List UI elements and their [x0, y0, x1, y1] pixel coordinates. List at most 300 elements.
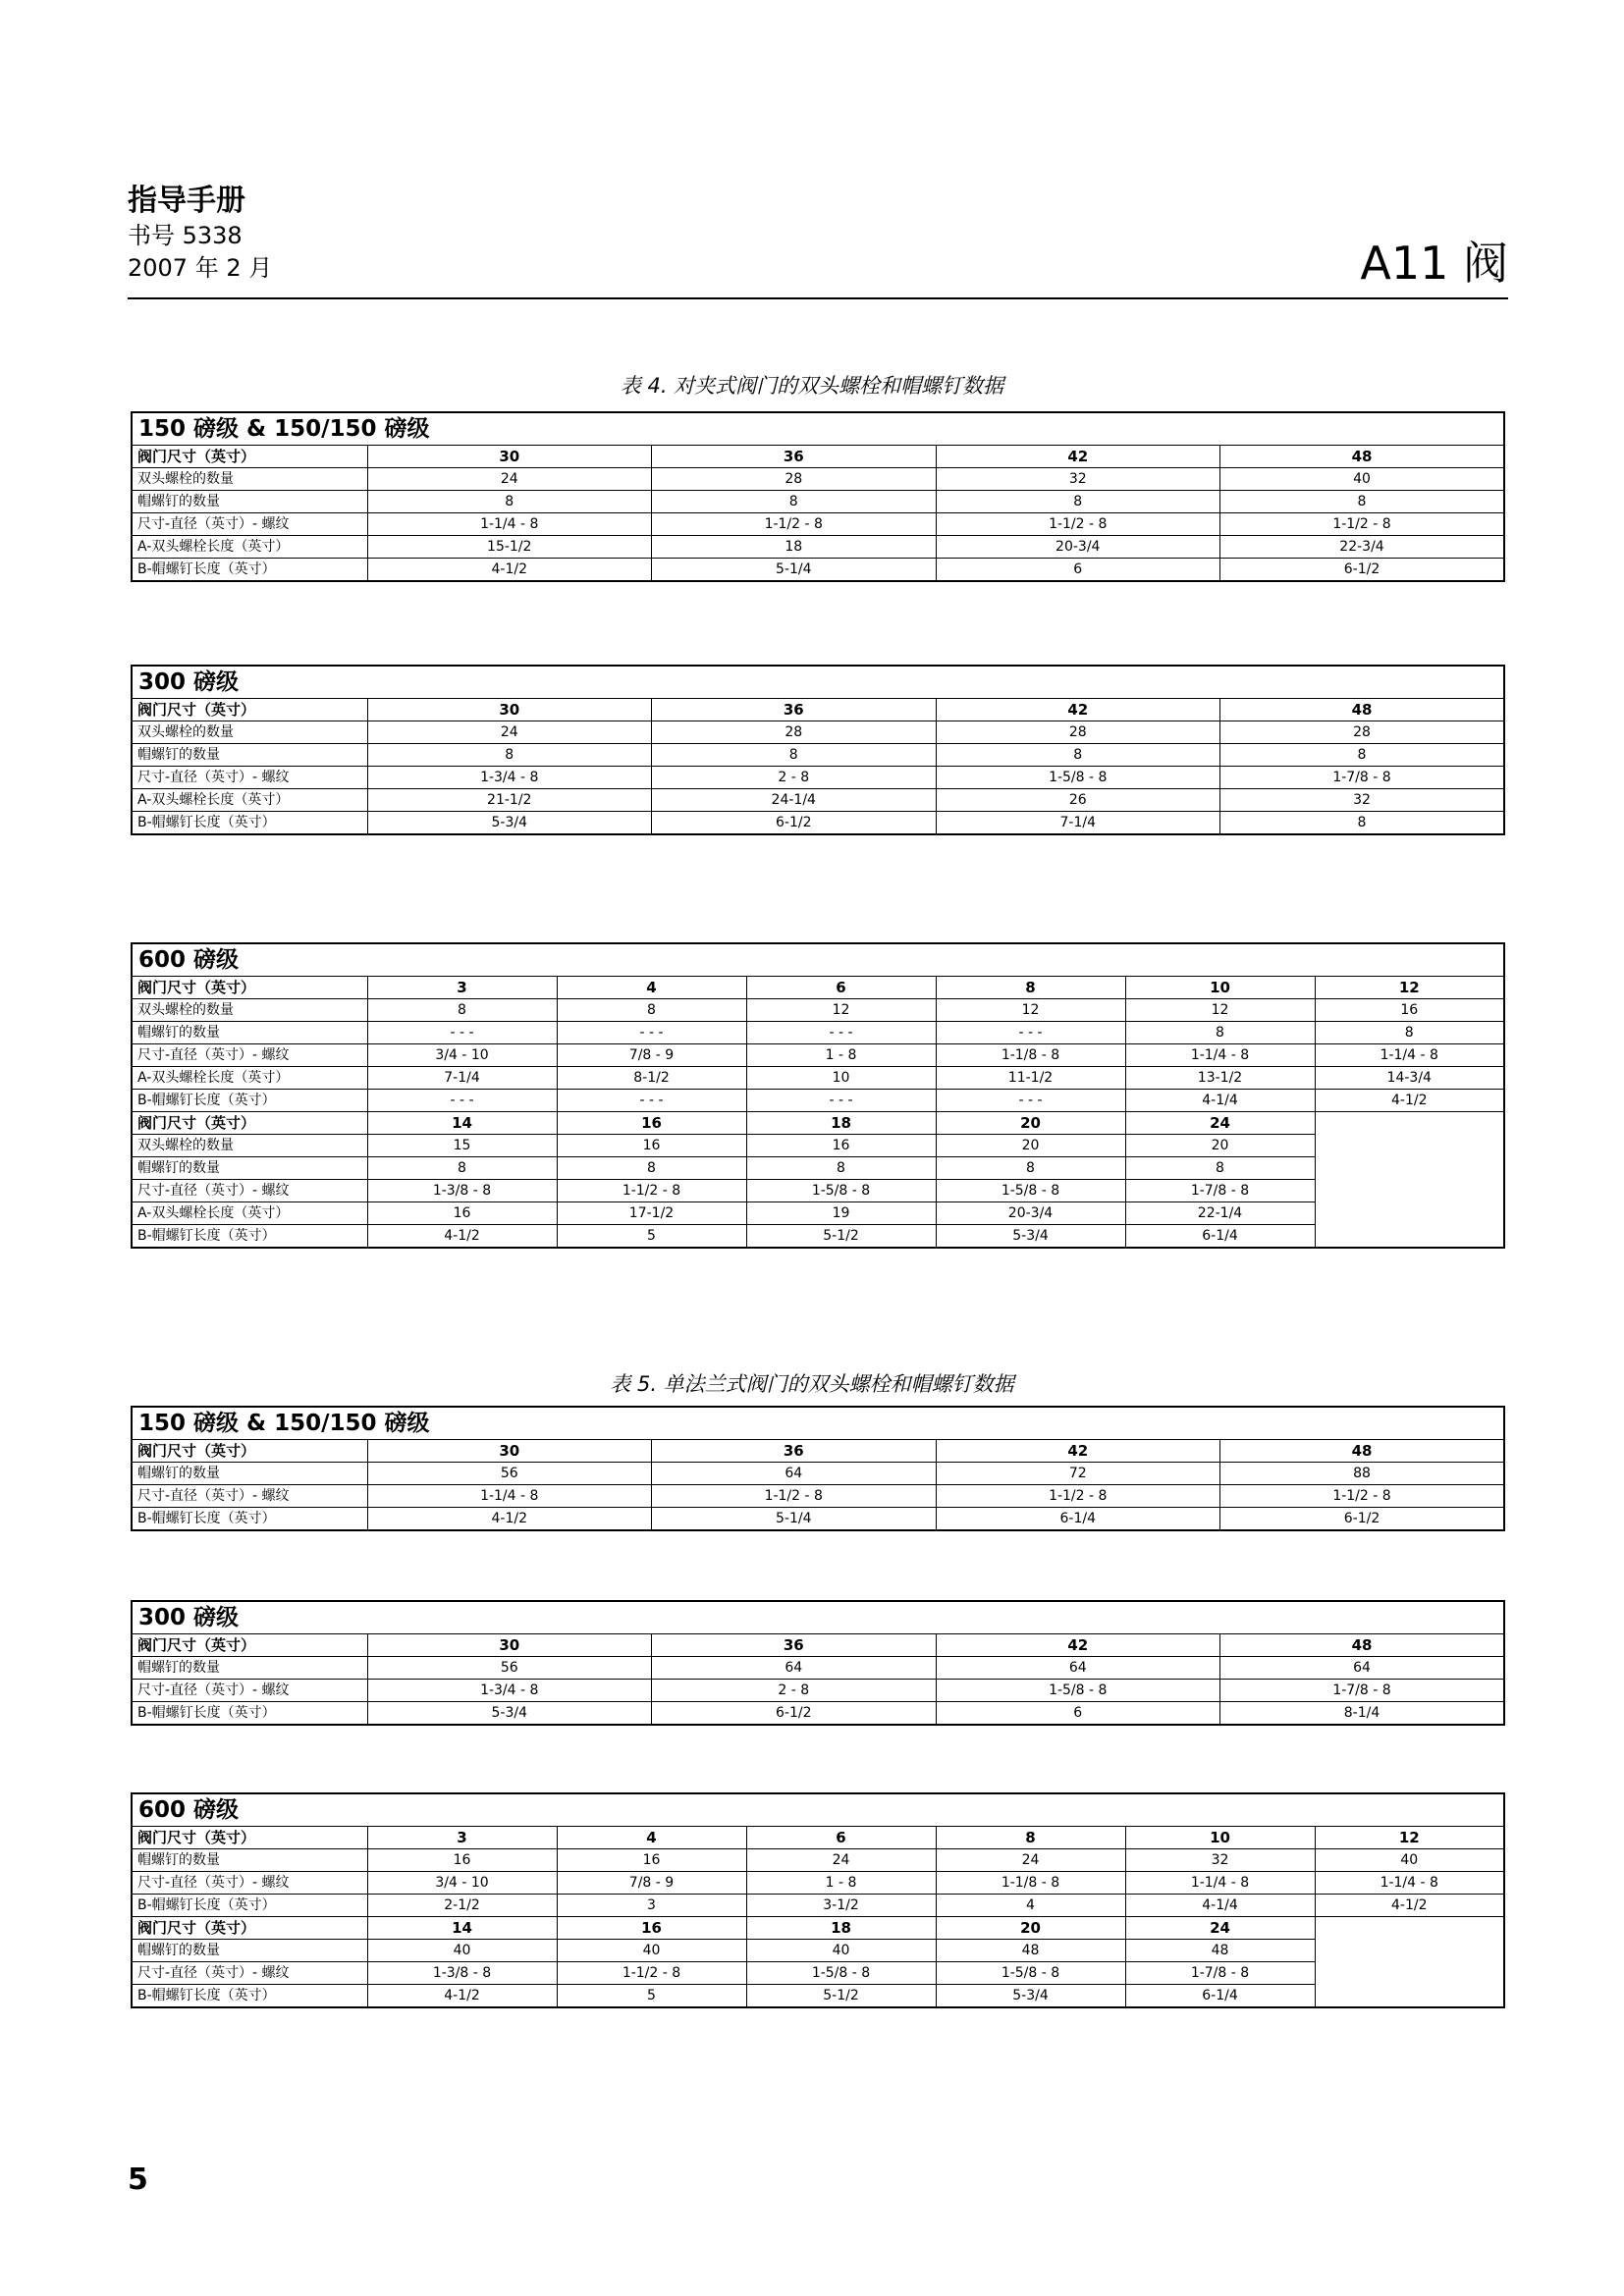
valve-size-cell: 3: [367, 1827, 557, 1849]
value-cell: 4-1/2: [1315, 1895, 1504, 1917]
value-cell: 8: [1125, 1022, 1315, 1044]
value-cell: 1-1/2 - 8: [652, 513, 937, 536]
valve-size-cell: 24: [1125, 1112, 1315, 1135]
product-tag: A11 阀: [1360, 237, 1508, 290]
value-cell: 6-1/2: [1220, 559, 1505, 582]
row-label: B-帽螺钉长度（英寸）: [132, 1225, 367, 1249]
value-cell: 1-7/8 - 8: [1125, 1962, 1315, 1985]
publish-date: 2007 年 2 月: [128, 254, 273, 282]
row-label: 双头螺栓的数量: [132, 1135, 367, 1157]
valve-size-cell: 42: [936, 1634, 1220, 1657]
pressure-class-title: 300 磅级: [132, 1601, 1504, 1634]
value-cell: 8: [746, 1157, 936, 1180]
value-cell: 24: [936, 1849, 1125, 1872]
value-cell: 1-1/8 - 8: [936, 1044, 1125, 1067]
value-cell: - - -: [746, 1090, 936, 1112]
value-cell: 64: [936, 1657, 1220, 1680]
value-cell: 48: [1125, 1940, 1315, 1962]
value-cell: 64: [652, 1657, 937, 1680]
value-cell: 1-7/8 - 8: [1220, 767, 1505, 789]
valve-size-row: [132, 1112, 1504, 1135]
row-label: 帽螺钉的数量: [132, 491, 367, 513]
table-row: [132, 559, 1504, 582]
valve-size-cell: 10: [1125, 977, 1315, 999]
value-cell: 6-1/4: [936, 1508, 1220, 1531]
value-cell: 26: [936, 789, 1220, 812]
table-row: [132, 536, 1504, 559]
valve-size-row: [132, 1917, 1504, 1940]
row-label: 尺寸-直径（英寸）- 螺纹: [132, 1680, 367, 1702]
value-cell: 1-1/4 - 8: [367, 513, 652, 536]
value-cell: 3: [557, 1895, 746, 1917]
table-title-row: [132, 1793, 1504, 1827]
valve-size-row: [132, 446, 1504, 468]
value-cell: 1-1/2 - 8: [652, 1485, 937, 1508]
row-label: 双头螺栓的数量: [132, 721, 367, 744]
value-cell: 4: [936, 1895, 1125, 1917]
table-row: [132, 789, 1504, 812]
header-rule: [128, 297, 1508, 299]
value-cell: 3/4 - 10: [367, 1872, 557, 1895]
table-row: [132, 1485, 1504, 1508]
value-cell: 64: [1220, 1657, 1505, 1680]
row-label: 尺寸-直径（英寸）- 螺纹: [132, 513, 367, 536]
table-title-row: [132, 1407, 1504, 1440]
value-cell: 40: [557, 1940, 746, 1962]
valve-size-cell: 8: [936, 1827, 1125, 1849]
table-title-row: [132, 412, 1504, 446]
row-label: 尺寸-直径（英寸）- 螺纹: [132, 1180, 367, 1202]
table4-class600: [131, 942, 1505, 1249]
valve-size-cell: 12: [1315, 1827, 1504, 1849]
valve-size-cell: 18: [746, 1112, 936, 1135]
valve-size-cell: 30: [367, 699, 652, 721]
table-row: [132, 1157, 1504, 1180]
value-cell: 1 - 8: [746, 1044, 936, 1067]
value-cell: 28: [652, 468, 937, 491]
value-cell: 32: [1220, 789, 1505, 812]
value-cell: 8: [1220, 812, 1505, 835]
value-cell: 64: [652, 1463, 937, 1485]
value-cell: 1-3/8 - 8: [367, 1962, 557, 1985]
value-cell: 8: [936, 744, 1220, 767]
valve-size-cell: 30: [367, 1634, 652, 1657]
value-cell: 8: [1220, 744, 1505, 767]
value-cell: 1-1/4 - 8: [1315, 1872, 1504, 1895]
table-row: [132, 1067, 1504, 1090]
value-cell: 4-1/2: [1315, 1090, 1504, 1112]
page-number: 5: [128, 2163, 148, 2197]
value-cell: 1-7/8 - 8: [1220, 1680, 1505, 1702]
data-table: [131, 1792, 1505, 2008]
value-cell: 22-1/4: [1125, 1202, 1315, 1225]
value-cell: 72: [936, 1463, 1220, 1485]
row-label: 尺寸-直径（英寸）- 螺纹: [132, 1044, 367, 1067]
row-label: 尺寸-直径（英寸）- 螺纹: [132, 1485, 367, 1508]
value-cell: 5-1/2: [746, 1225, 936, 1249]
pressure-class-title: 150 磅级 & 150/150 磅级: [132, 412, 1504, 446]
value-cell: 8-1/4: [1220, 1702, 1505, 1726]
value-cell: 5-3/4: [367, 812, 652, 835]
value-cell: 5-3/4: [367, 1702, 652, 1726]
value-cell: 12: [1125, 999, 1315, 1022]
valve-size-row: [132, 1634, 1504, 1657]
value-cell: 1-5/8 - 8: [746, 1962, 936, 1985]
value-cell: 4-1/2: [367, 1985, 557, 2008]
valve-size-cell: 48: [1220, 1440, 1505, 1463]
table-row: [132, 999, 1504, 1022]
value-cell: 12: [746, 999, 936, 1022]
table-title-row: [132, 1601, 1504, 1634]
value-cell: 2-1/2: [367, 1895, 557, 1917]
valve-size-cell: 20: [936, 1112, 1125, 1135]
value-cell: 5-1/4: [652, 559, 937, 582]
valve-size-cell: 36: [652, 446, 937, 468]
table-row: [132, 1044, 1504, 1067]
value-cell: 6: [936, 559, 1220, 582]
valve-size-row: [132, 977, 1504, 999]
valve-size-cell: 6: [746, 1827, 936, 1849]
table-row: [132, 491, 1504, 513]
row-label: 阀门尺寸（英寸）: [132, 446, 367, 468]
pressure-class-title: 600 磅级: [132, 943, 1504, 977]
value-cell: 8: [1220, 491, 1505, 513]
valve-size-cell: 6: [746, 977, 936, 999]
row-label: 尺寸-直径（英寸）- 螺纹: [132, 1962, 367, 1985]
value-cell: 40: [367, 1940, 557, 1962]
table5-class600: [131, 1792, 1505, 2008]
data-table: [131, 411, 1505, 582]
value-cell: 6-1/2: [652, 1702, 937, 1726]
value-cell: 10: [746, 1067, 936, 1090]
value-cell: 16: [746, 1135, 936, 1157]
valve-size-cell: 36: [652, 699, 937, 721]
value-cell: 5: [557, 1225, 746, 1249]
pressure-class-title: 300 磅级: [132, 666, 1504, 699]
value-cell: 15-1/2: [367, 536, 652, 559]
empty-cell: [1315, 1917, 1504, 2008]
table-row: [132, 1940, 1504, 1962]
value-cell: - - -: [746, 1022, 936, 1044]
table-row: [132, 767, 1504, 789]
value-cell: 1-1/2 - 8: [557, 1962, 746, 1985]
table-row: [132, 1225, 1504, 1249]
valve-size-cell: 30: [367, 446, 652, 468]
value-cell: 1-1/4 - 8: [1315, 1044, 1504, 1067]
table-row: [132, 1180, 1504, 1202]
value-cell: 21-1/2: [367, 789, 652, 812]
value-cell: 88: [1220, 1463, 1505, 1485]
value-cell: 2 - 8: [652, 1680, 937, 1702]
value-cell: 24: [367, 468, 652, 491]
row-label: B-帽螺钉长度（英寸）: [132, 1985, 367, 2008]
value-cell: 15: [367, 1135, 557, 1157]
value-cell: 1-1/2 - 8: [557, 1180, 746, 1202]
row-label: B-帽螺钉长度（英寸）: [132, 1702, 367, 1726]
value-cell: 1-5/8 - 8: [746, 1180, 936, 1202]
row-label: 阀门尺寸（英寸）: [132, 699, 367, 721]
data-table: [131, 1600, 1505, 1726]
table-row: [132, 1135, 1504, 1157]
row-label: 双头螺栓的数量: [132, 999, 367, 1022]
valve-size-row: [132, 1827, 1504, 1849]
table-row: [132, 1657, 1504, 1680]
row-label: 帽螺钉的数量: [132, 1657, 367, 1680]
value-cell: 20: [936, 1135, 1125, 1157]
value-cell: 4-1/4: [1125, 1895, 1315, 1917]
table4-class300: [131, 665, 1505, 835]
table-row: [132, 513, 1504, 536]
valve-size-cell: 30: [367, 1440, 652, 1463]
value-cell: 5-1/4: [652, 1508, 937, 1531]
row-label: B-帽螺钉长度（英寸）: [132, 1090, 367, 1112]
value-cell: - - -: [936, 1090, 1125, 1112]
value-cell: 32: [1125, 1849, 1315, 1872]
value-cell: 1-5/8 - 8: [936, 1680, 1220, 1702]
value-cell: 1-1/8 - 8: [936, 1872, 1125, 1895]
value-cell: 6-1/2: [1220, 1508, 1505, 1531]
valve-size-cell: 14: [367, 1112, 557, 1135]
value-cell: 32: [936, 468, 1220, 491]
value-cell: 8: [936, 491, 1220, 513]
row-label: A-双头螺栓长度（英寸）: [132, 1067, 367, 1090]
table-row: [132, 1985, 1504, 2008]
value-cell: 24: [367, 721, 652, 744]
valve-size-cell: 42: [936, 1440, 1220, 1463]
valve-size-cell: 18: [746, 1917, 936, 1940]
table-row: [132, 1090, 1504, 1112]
valve-size-cell: 20: [936, 1917, 1125, 1940]
value-cell: 20-3/4: [936, 1202, 1125, 1225]
data-table: [131, 665, 1505, 835]
table5-caption: 表 5. 单法兰式阀门的双头螺栓和帽螺钉数据: [610, 1372, 1014, 1396]
row-label: B-帽螺钉长度（英寸）: [132, 1895, 367, 1917]
valve-size-cell: 3: [367, 977, 557, 999]
valve-size-cell: 36: [652, 1440, 937, 1463]
value-cell: 8: [652, 744, 937, 767]
value-cell: 6: [936, 1702, 1220, 1726]
value-cell: 17-1/2: [557, 1202, 746, 1225]
row-label: 尺寸-直径（英寸）- 螺纹: [132, 1872, 367, 1895]
row-label: 帽螺钉的数量: [132, 1463, 367, 1485]
valve-size-cell: 48: [1220, 446, 1505, 468]
valve-size-cell: 8: [936, 977, 1125, 999]
table-row: [132, 1962, 1504, 1985]
value-cell: 16: [557, 1849, 746, 1872]
value-cell: - - -: [936, 1022, 1125, 1044]
table-row: [132, 468, 1504, 491]
value-cell: 22-3/4: [1220, 536, 1505, 559]
value-cell: 1-1/4 - 8: [367, 1485, 652, 1508]
table4-class150: [131, 411, 1505, 582]
value-cell: 1-1/2 - 8: [1220, 1485, 1505, 1508]
valve-size-cell: 16: [557, 1917, 746, 1940]
value-cell: 8: [936, 1157, 1125, 1180]
valve-size-cell: 48: [1220, 699, 1505, 721]
value-cell: 16: [367, 1202, 557, 1225]
value-cell: 16: [1315, 999, 1504, 1022]
row-label: 阀门尺寸（英寸）: [132, 1440, 367, 1463]
valve-size-cell: 42: [936, 699, 1220, 721]
table-row: [132, 1463, 1504, 1485]
value-cell: 6-1/4: [1125, 1225, 1315, 1249]
pressure-class-title: 600 磅级: [132, 1793, 1504, 1827]
value-cell: 24: [746, 1849, 936, 1872]
table-row: [132, 1702, 1504, 1726]
value-cell: 7-1/4: [936, 812, 1220, 835]
value-cell: 8: [367, 744, 652, 767]
row-label: 阀门尺寸（英寸）: [132, 1827, 367, 1849]
value-cell: 40: [1220, 468, 1505, 491]
value-cell: 13-1/2: [1125, 1067, 1315, 1090]
row-label: 尺寸-直径（英寸）- 螺纹: [132, 767, 367, 789]
table-row: [132, 744, 1504, 767]
document-header: [128, 183, 272, 285]
table-row: [132, 812, 1504, 835]
valve-size-row: [132, 699, 1504, 721]
value-cell: 5-1/2: [746, 1985, 936, 2008]
row-label: A-双头螺栓长度（英寸）: [132, 789, 367, 812]
value-cell: 1-5/8 - 8: [936, 767, 1220, 789]
row-label: 阀门尺寸（英寸）: [132, 977, 367, 999]
value-cell: 8: [1125, 1157, 1315, 1180]
row-label: B-帽螺钉长度（英寸）: [132, 812, 367, 835]
row-label: 双头螺栓的数量: [132, 468, 367, 491]
value-cell: 1-5/8 - 8: [936, 1962, 1125, 1985]
table-row: [132, 1508, 1504, 1531]
valve-size-cell: 12: [1315, 977, 1504, 999]
value-cell: 1-3/8 - 8: [367, 1180, 557, 1202]
value-cell: 20-3/4: [936, 536, 1220, 559]
table-row: [132, 1202, 1504, 1225]
value-cell: 1-1/2 - 8: [936, 513, 1220, 536]
value-cell: 28: [936, 721, 1220, 744]
value-cell: 2 - 8: [652, 767, 937, 789]
value-cell: 14-3/4: [1315, 1067, 1504, 1090]
value-cell: - - -: [557, 1090, 746, 1112]
data-table: [131, 942, 1505, 1249]
value-cell: 8: [367, 491, 652, 513]
value-cell: 40: [746, 1940, 936, 1962]
value-cell: 8: [557, 999, 746, 1022]
table-row: [132, 1680, 1504, 1702]
value-cell: 28: [1220, 721, 1505, 744]
value-cell: 1-7/8 - 8: [1125, 1180, 1315, 1202]
value-cell: 1-1/4 - 8: [1125, 1872, 1315, 1895]
value-cell: 4-1/2: [367, 1225, 557, 1249]
table-row: [132, 721, 1504, 744]
table-title-row: [132, 666, 1504, 699]
value-cell: 3/4 - 10: [367, 1044, 557, 1067]
valve-size-cell: 48: [1220, 1634, 1505, 1657]
valve-size-cell: 10: [1125, 1827, 1315, 1849]
value-cell: 1-3/4 - 8: [367, 1680, 652, 1702]
value-cell: 5-3/4: [936, 1985, 1125, 2008]
valve-size-cell: 36: [652, 1634, 937, 1657]
value-cell: 6-1/2: [652, 812, 937, 835]
value-cell: 8-1/2: [557, 1067, 746, 1090]
row-label: B-帽螺钉长度（英寸）: [132, 559, 367, 582]
table-title-row: [132, 943, 1504, 977]
value-cell: 4-1/2: [367, 559, 652, 582]
value-cell: 40: [1315, 1849, 1504, 1872]
pressure-class-title: 150 磅级 & 150/150 磅级: [132, 1407, 1504, 1440]
row-label: A-双头螺栓长度（英寸）: [132, 1202, 367, 1225]
row-label: A-双头螺栓长度（英寸）: [132, 536, 367, 559]
value-cell: 48: [936, 1940, 1125, 1962]
valve-size-cell: 24: [1125, 1917, 1315, 1940]
value-cell: 28: [652, 721, 937, 744]
table-row: [132, 1849, 1504, 1872]
value-cell: 3-1/2: [746, 1895, 936, 1917]
table-row: [132, 1022, 1504, 1044]
table5-class150: [131, 1406, 1505, 1531]
row-label: 帽螺钉的数量: [132, 1940, 367, 1962]
value-cell: 7/8 - 9: [557, 1044, 746, 1067]
value-cell: 8: [652, 491, 937, 513]
value-cell: 20: [1125, 1135, 1315, 1157]
value-cell: 12: [936, 999, 1125, 1022]
value-cell: 4-1/4: [1125, 1090, 1315, 1112]
value-cell: 19: [746, 1202, 936, 1225]
data-table: [131, 1406, 1505, 1531]
row-label: B-帽螺钉长度（英寸）: [132, 1508, 367, 1531]
value-cell: 4-1/2: [367, 1508, 652, 1531]
value-cell: 56: [367, 1463, 652, 1485]
valve-size-cell: 4: [557, 977, 746, 999]
value-cell: - - -: [557, 1022, 746, 1044]
value-cell: 1 - 8: [746, 1872, 936, 1895]
value-cell: 16: [367, 1849, 557, 1872]
valve-size-cell: 4: [557, 1827, 746, 1849]
table-row: [132, 1872, 1504, 1895]
value-cell: 1-1/4 - 8: [1125, 1044, 1315, 1067]
value-cell: 24-1/4: [652, 789, 937, 812]
value-cell: 8: [557, 1157, 746, 1180]
value-cell: 7-1/4: [367, 1067, 557, 1090]
table4-caption: 表 4. 对夹式阀门的双头螺栓和帽螺钉数据: [620, 374, 1004, 398]
row-label: 阀门尺寸（英寸）: [132, 1634, 367, 1657]
value-cell: 16: [557, 1135, 746, 1157]
value-cell: 7/8 - 9: [557, 1872, 746, 1895]
value-cell: 1-1/2 - 8: [936, 1485, 1220, 1508]
value-cell: 56: [367, 1657, 652, 1680]
row-label: 阀门尺寸（英寸）: [132, 1112, 367, 1135]
book-number: 书号 5338: [128, 222, 243, 249]
value-cell: 5: [557, 1985, 746, 2008]
row-label: 阀门尺寸（英寸）: [132, 1917, 367, 1940]
table-row: [132, 1895, 1504, 1917]
value-cell: 8: [1315, 1022, 1504, 1044]
valve-size-row: [132, 1440, 1504, 1463]
row-label: 帽螺钉的数量: [132, 1157, 367, 1180]
valve-size-cell: 14: [367, 1917, 557, 1940]
value-cell: 11-1/2: [936, 1067, 1125, 1090]
valve-size-cell: 42: [936, 446, 1220, 468]
value-cell: 5-3/4: [936, 1225, 1125, 1249]
row-label: 帽螺钉的数量: [132, 1849, 367, 1872]
value-cell: 8: [367, 999, 557, 1022]
value-cell: 8: [367, 1157, 557, 1180]
value-cell: - - -: [367, 1022, 557, 1044]
table5-class300: [131, 1600, 1505, 1726]
value-cell: 1-1/2 - 8: [1220, 513, 1505, 536]
value-cell: 18: [652, 536, 937, 559]
value-cell: - - -: [367, 1090, 557, 1112]
row-label: 帽螺钉的数量: [132, 1022, 367, 1044]
manual-title: 指导手册: [128, 184, 245, 218]
value-cell: 6-1/4: [1125, 1985, 1315, 2008]
